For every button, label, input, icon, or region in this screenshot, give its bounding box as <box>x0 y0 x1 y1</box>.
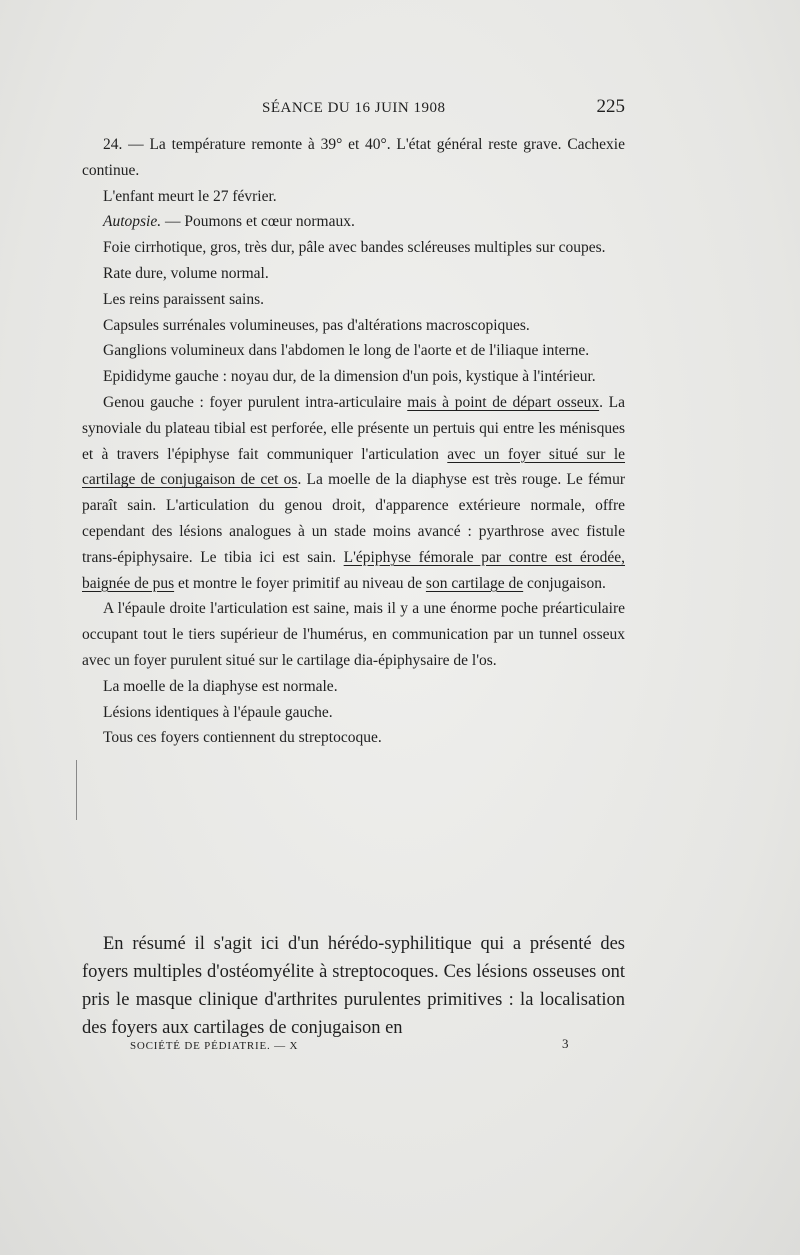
text-run: La moelle de la diaphyse est normale. <box>103 677 338 695</box>
signature-footer <box>130 1040 580 1052</box>
paragraph <box>82 132 625 184</box>
paragraph <box>82 364 625 390</box>
paragraph <box>82 235 625 261</box>
signature-number: 3 <box>562 1036 569 1051</box>
summary-section <box>82 930 625 1042</box>
paragraph <box>82 390 625 596</box>
paragraph <box>82 313 625 339</box>
underlined-passage: L'épiphyse fémorale par contre est érodée, baignée de pus <box>82 548 625 592</box>
paragraph <box>82 700 625 726</box>
text-run: Capsules surrénales volumineuses, pas d'altérations macroscopiques. <box>103 316 530 334</box>
paragraph <box>82 674 625 700</box>
paragraph <box>82 725 625 751</box>
text-run: conjugaison. <box>523 574 606 592</box>
text-run: 24. — La température remonte à 39° et 40°. L'état général reste grave. Cachexie continue. <box>82 136 625 179</box>
underlined-passage: avec un foyer situé sur le cartilage de conjugaison de cet os <box>82 445 626 489</box>
paragraph <box>82 209 625 235</box>
footer-society: SOCIÉTÉ DE PÉDIATRIE. — X <box>130 1040 299 1052</box>
paragraph <box>82 287 625 313</box>
text-run: Foie cirrhotique, gros, très dur, pâle avec bandes scléreuses multiples sur coupes. <box>103 239 606 257</box>
text-run: . La moelle de la diaphyse est très rouge. Le fémur paraît sain. L'articulation du genou droit, d'apparence extérieure normale, offre cependant des lésions analogues à un stade moins avancé : pyarthrose avec fistule trans-épiphysaire. Le tibia ici est sain. <box>82 471 625 566</box>
text-run: — Poumons et cœur normaux. <box>161 213 355 231</box>
paragraph <box>82 338 625 364</box>
text-run: Rate dure, volume normal. <box>103 264 269 282</box>
text-run: Epididyme gauche : noyau dur, de la dimension d'un pois, kystique à l'intérieur. <box>103 368 596 386</box>
running-header <box>82 96 625 126</box>
underlined-passage: son cartilage de <box>425 574 524 592</box>
text-run: L'enfant meurt le 27 février. <box>103 187 277 205</box>
pencil-margin-mark <box>76 760 77 820</box>
page-number: 225 <box>596 96 625 117</box>
text-run: Genou gauche : foyer purulent intra-articulaire <box>103 393 408 411</box>
case-report-body <box>82 132 625 751</box>
text-run: Ganglions volumineux dans l'abdomen le long de l'aorte et de l'iliaque interne. <box>103 342 590 360</box>
paragraph <box>82 261 625 287</box>
header-title: SÉANCE DU 16 JUIN 1908 <box>262 100 446 116</box>
text-run: A l'épaule droite l'articulation est saine, mais il y a une énorme poche préarticulaire occupant tout le tiers supérieur de l'humérus, en communication par un tunnel osseux avec un foyer purulent situé sur le cartilage dia-épiphysaire de l'os. <box>82 600 625 669</box>
text-run: . La synoviale du plateau tibial est perforée, elle présente un pertuis qui entre les ménisques et à travers l'épiphyse fait communiquer l'articulation <box>82 393 625 463</box>
summary-paragraph: En résumé il s'agit ici d'un hérédo-syphilitique qui a présenté des foyers multiples d'ostéomyélite à streptocoques. Ces lésions osseuses ont pris le masque clinique d'arthrites purulentes primitives : la localisation des foyers aux cartilages de conjugaison en <box>82 934 625 1038</box>
text-run: et montre le foyer primitif au niveau de <box>174 574 426 592</box>
underlined-passage: mais à point de départ osseux <box>407 393 600 411</box>
text-run: Lésions identiques à l'épaule gauche. <box>103 703 333 721</box>
paragraph <box>82 184 625 210</box>
paragraph <box>82 596 625 673</box>
text-run: Les reins paraissent sains. <box>103 290 264 308</box>
text-run: Tous ces foyers contiennent du streptocoque. <box>103 729 382 747</box>
italic-term: Autopsie. <box>103 213 162 231</box>
